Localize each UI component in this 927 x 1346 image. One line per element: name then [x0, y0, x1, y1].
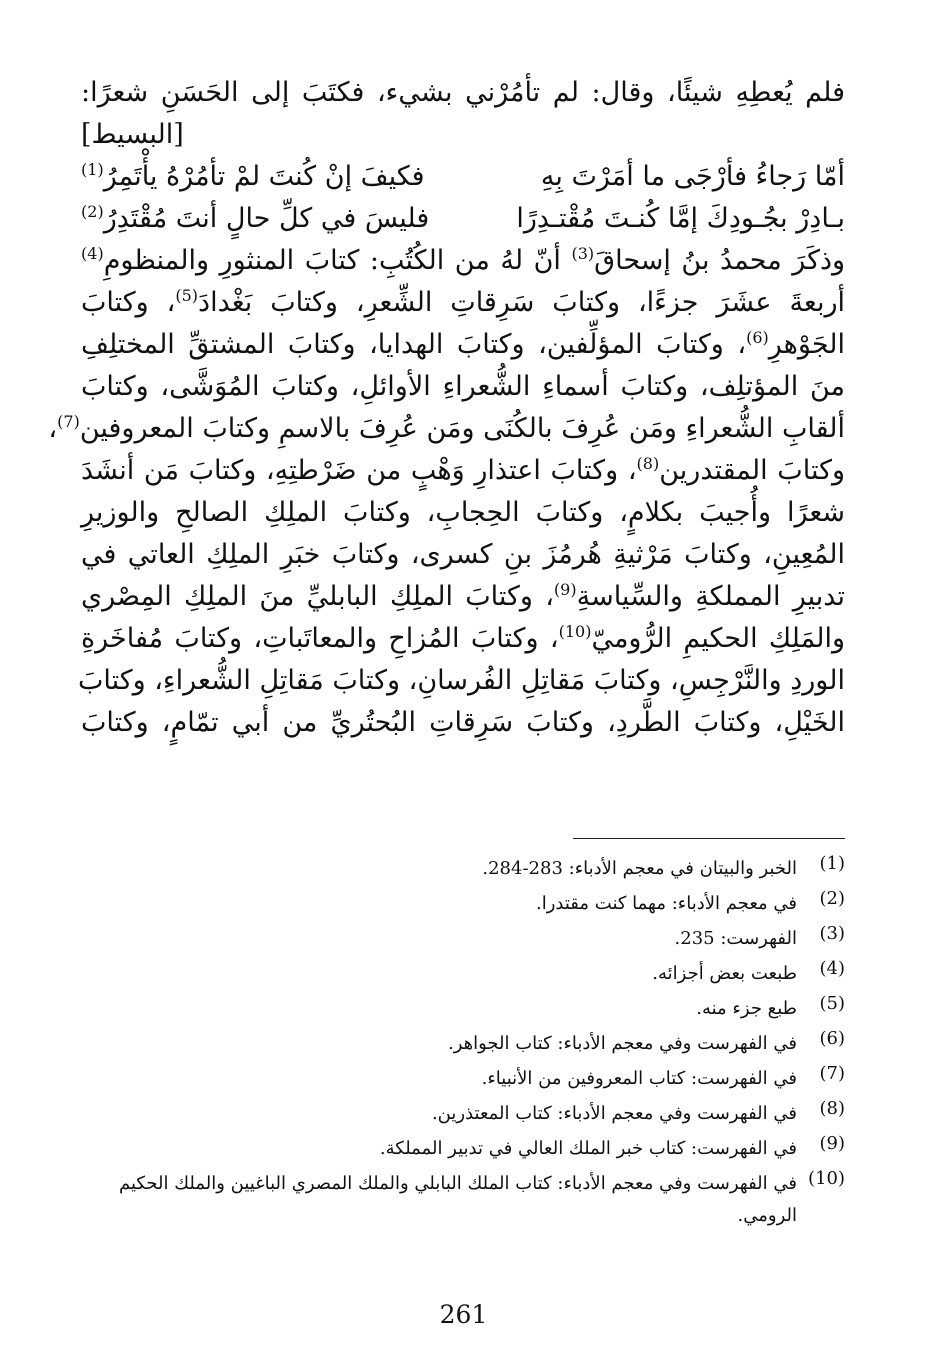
footnote-text: في الفهرست وفي معجم الأدباء: كتاب المعتذرين. — [431, 1103, 797, 1124]
footnote — [81, 1098, 845, 1133]
footnote-ref[interactable]: (4) — [81, 244, 104, 263]
footnote-text: طبع جزء منه. — [696, 998, 797, 1019]
footnote-ref[interactable]: (7) — [57, 412, 80, 431]
footnote-text: في معجم الأدباء: مهما كنت مقتدرا. — [536, 893, 797, 914]
footnote-ref[interactable]: (3) — [571, 244, 595, 263]
body-line: الجَوْهرِ$^{(6)}$، وكتابَ المؤلِّفين، وكتابَ الهدايا، وكتابَ المشتقِّ المختلِفِ — [81, 328, 845, 360]
footnote — [81, 853, 845, 888]
body-paragraph — [48, 240, 846, 744]
verse-line — [81, 156, 845, 198]
footnote-text: في الفهرست: كتاب خبر الملك العالي في تدبير المملكة. — [379, 1138, 797, 1159]
footnote-text: الخبر والبيتان في معجم الأدباء: 283-284. — [482, 858, 797, 879]
verse-hemistich-right: أمّا رَجاءُ فأرْجَى ما أمَرْتَ بِهِ — [540, 161, 845, 192]
footnote-number: (7) — [819, 1063, 845, 1084]
body-line: أربعةَ عشَرَ جزءًا، وكتابَ سَرِقاتِ الشِّعرِ، وكتابَ بَغْدادَ$^{(5)}$، وكتابَ — [81, 286, 846, 318]
body-line: تدبيرِ المملكةِ والسِّياسةِ$^{(9)}$، وكتابَ الملِكِ البابليِّ منَ الملِكِ المِصْري — [81, 580, 845, 612]
footnote — [81, 1133, 845, 1168]
body-line: شعرًا وأُجيبَ بكلامٍ، وكتابَ الحِجابِ، وكتابَ الملِكِ الصالحِ والوزيرِ — [81, 497, 845, 528]
verses — [81, 156, 845, 240]
verse-line — [81, 198, 845, 240]
footnote — [81, 1028, 845, 1063]
footnote-number: (5) — [819, 993, 845, 1014]
footnote-number: (9) — [819, 1133, 845, 1154]
body-line: وذكَرَ محمدُ بنُ إسحاقَ$^{(3)}$ أنّ لهُ من الكُتُبِ: كتابَ المنثورِ والمنظومِ$^{(4)}$ — [81, 244, 846, 276]
footnote-text: في الفهرست وفي معجم الأدباء: كتاب الملك البابلي والملك المصري الباغيين والملك الحكيم الرومي. — [119, 1173, 797, 1226]
intro-line: فلم يُعطِهِ شيئًا، وقال: لم تأمُرْني بشيء، فكتَبَ إلى الحَسَنِ شعرًا: — [81, 77, 845, 108]
footnote-number: (1) — [819, 853, 845, 874]
body-line: الوردِ والنَّرْجِسِ، وكتابَ مَقاتِلِ الفُرسانِ، وكتابَ مَقاتِلِ الشُّعراءِ، وكتابَ — [77, 665, 845, 696]
main-text — [48, 72, 846, 744]
footnote-number: (6) — [819, 1028, 845, 1049]
footnote — [81, 1168, 845, 1232]
body-line: الخَيْلِ، وكتابَ الطَّردِ، وكتابَ سَرِقاتِ البُحتُريِّ من أبي تمّامٍ، وكتابَ — [81, 707, 845, 738]
footnote-text: طبعت بعض أجزائه. — [652, 963, 797, 984]
body-line: وكتابَ المقتدرين$^{(8)}$، وكتابَ اعتذارِ وَهْبٍ من ضَرْطتِهِ، وكتابَ مَن أنشَدَ — [81, 454, 845, 486]
verse-hemistich-left: فكيفَ إنْ كُنتَ لمْ تأمُرْهُ يأْتَمِرُ(1) — [81, 160, 425, 192]
footnote — [81, 923, 845, 958]
footnote-text: في الفهرست: كتاب المعروفين من الأنبياء. — [481, 1068, 797, 1089]
body-line: ألقابِ الشُّعراءِ ومَن عُرِفَ بالكُنَى ومَن عُرِفَ بالاسمِ وكتابَ المعروفين$^{(7)}$، — [48, 412, 845, 444]
footnote-divider — [573, 838, 845, 839]
footnote-number: (3) — [819, 923, 845, 944]
footnote-number: (4) — [819, 958, 845, 979]
footnotes — [81, 853, 845, 1232]
footnote-ref[interactable]: (5) — [175, 286, 199, 305]
footnote-ref[interactable]: (9) — [553, 580, 577, 599]
meter-label: [البسيط] — [81, 119, 184, 150]
footnote-ref[interactable]: (8) — [636, 454, 660, 473]
footnote — [81, 993, 845, 1028]
footnote — [81, 1063, 845, 1098]
footnote-number: (8) — [819, 1098, 845, 1119]
verse-hemistich-left: فليسَ في كلِّ حالٍ أنتَ مُقْتَدِرُ(2) — [81, 202, 430, 234]
footnote-text: الفهرست: 235. — [674, 928, 797, 949]
body-line: والمَلِكِ الحكيمِ الرُّوميّ$^{(10)}$، وكتابَ المُزاحِ والمعاتَباتِ، وكتابَ مُفاخَرةِ — [81, 622, 845, 654]
footnote-number: (2) — [819, 888, 845, 909]
page-number: 261 — [439, 1300, 488, 1329]
body-line: المُعِينِ، وكتابَ مَرْثيةِ هُرمُزَ بنِ كسرى، وكتابَ خبَرِ الملِكِ العاتي في — [81, 539, 845, 570]
footnote-number: (10) — [808, 1168, 845, 1189]
footnote — [81, 958, 845, 993]
body-line: منَ المؤتلِف، وكتابَ أسماءِ الشُّعراءِ الأوائلِ، وكتابَ المُوَشَّى، وكتابَ — [81, 371, 845, 402]
footnote — [81, 888, 845, 923]
footnote-ref[interactable]: (6) — [746, 328, 769, 347]
footnote-ref[interactable]: (10) — [558, 622, 592, 641]
verse-hemistich-right: بـادِرْ بجُـودِكَ إمَّا كُنـتَ مُقْتـدِرًا — [516, 203, 845, 234]
footnote-text: في الفهرست وفي معجم الأدباء: كتاب الجواهر. — [447, 1033, 797, 1054]
